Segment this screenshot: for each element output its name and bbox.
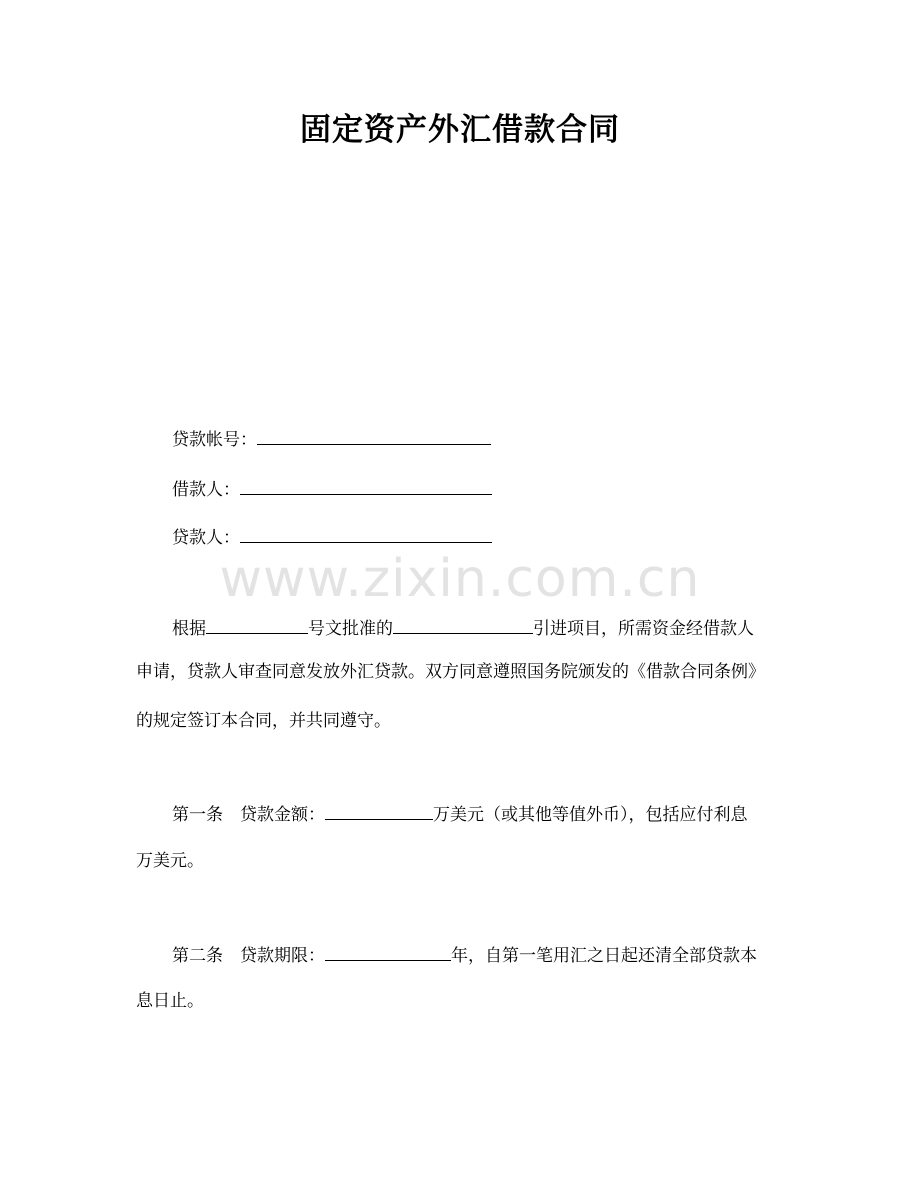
article-2-line-2: 息日止。 [136,991,204,1011]
intro-line-1: 根据 号文批准的 引进项目，所需资金经借款人 [172,619,754,639]
field-lender [172,526,492,550]
intro-line-3: 的规定签订本合同，并共同遵守。 [136,711,391,731]
watermark: www.zixin.com.cn [219,549,701,609]
field-lender-label: 贷款人： [172,528,240,548]
contract-title: 固定资产外汇借款合同 [300,112,620,148]
article-2-heading: 贷款期限： [240,946,325,966]
article-2-number: 第二条 [172,946,223,966]
article-1-heading: 贷款金额： [240,805,325,825]
article-2-line-1: 第二条 贷款期限： 年，自第一笔用汇之日起还清全部贷款本 [172,946,757,966]
article-1-line-1: 第一条 贷款金额： 万美元（或其他等值外币），包括应付利息 [172,805,748,825]
loan-term-blank [325,946,451,961]
field-loan-account-blank [257,430,491,445]
field-borrower [172,478,492,502]
approval-number-blank [206,619,308,634]
field-loan-account-label: 贷款帐号： [172,430,257,450]
article-1-number: 第一条 [172,805,223,825]
loan-amount-blank [325,805,433,820]
field-loan-account [172,428,491,452]
field-borrower-label: 借款人： [172,480,240,500]
project-name-blank [393,619,533,634]
article-1-line-2: 万美元。 [136,851,204,871]
field-borrower-blank [240,480,492,495]
field-lender-blank [240,528,492,543]
intro-line-2: 申请，贷款人审查同意发放外汇贷款。双方同意遵照国务院颁发的《借款合同条例》 [136,662,765,682]
